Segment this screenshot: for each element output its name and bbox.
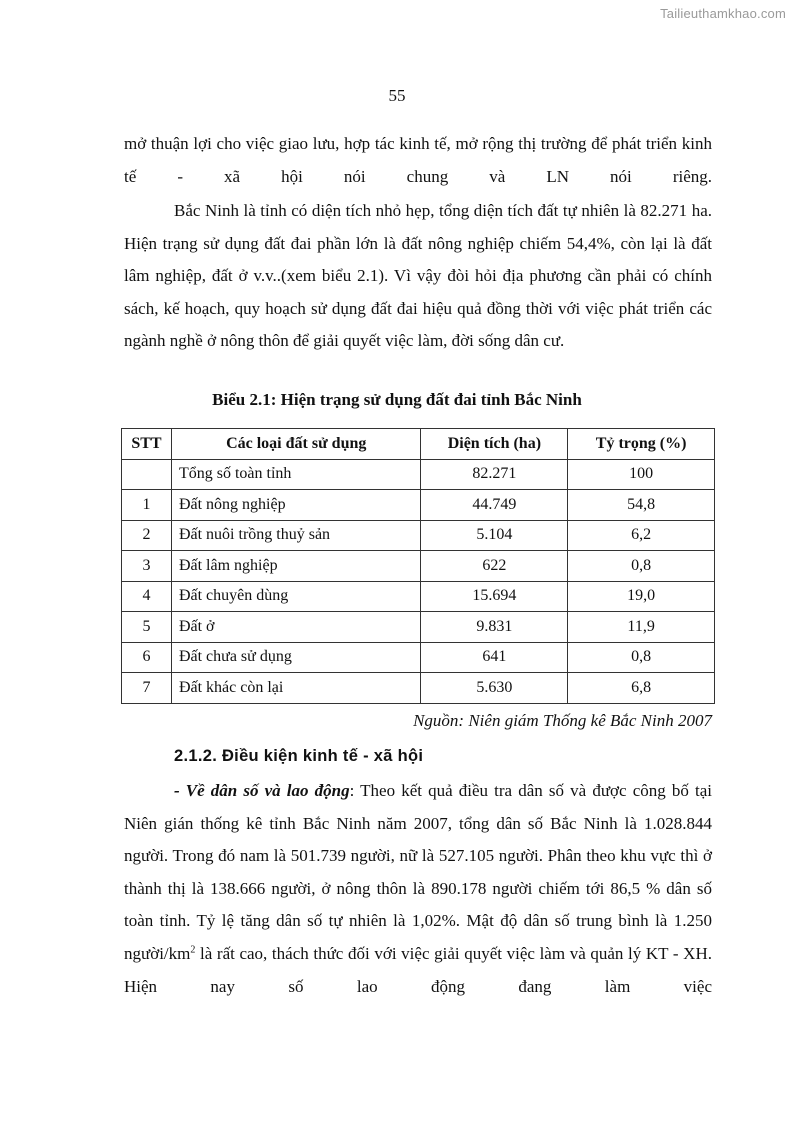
table-row <box>122 459 715 490</box>
column-header-stt: STT <box>122 429 172 460</box>
cell-area: 5.104 <box>421 520 568 551</box>
cell-area: 641 <box>421 642 568 673</box>
cell-area: 82.271 <box>421 459 568 490</box>
cell-stt: 7 <box>122 673 172 704</box>
cell-share: 100 <box>568 459 715 490</box>
cell-stt: 4 <box>122 581 172 612</box>
table-caption: Biểu 2.1: Hiện trạng sử dụng đất đai tỉnh Bắc Ninh <box>212 390 582 409</box>
paragraph-continuation <box>124 128 712 193</box>
table-row <box>122 581 715 612</box>
table-row <box>122 642 715 673</box>
superscript-exponent: 2 <box>190 944 196 956</box>
cell-share: 54,8 <box>568 490 715 521</box>
cell-land-type: Đất chưa sử dụng <box>171 642 421 673</box>
cell-share: 11,9 <box>568 612 715 643</box>
cell-area: 15.694 <box>421 581 568 612</box>
paragraph-topic-label: - Về dân số và lao động <box>174 781 350 800</box>
cell-share: 19,0 <box>568 581 715 612</box>
table-header-row <box>122 429 715 460</box>
table-row <box>122 490 715 521</box>
cell-share: 6,2 <box>568 520 715 551</box>
paragraph-population <box>124 775 712 1003</box>
cell-stt: 2 <box>122 520 172 551</box>
cell-share: 0,8 <box>568 642 715 673</box>
cell-stt: 6 <box>122 642 172 673</box>
cell-share: 6,8 <box>568 673 715 704</box>
cell-stt <box>122 459 172 490</box>
column-header-area: Diện tích (ha) <box>421 429 568 460</box>
paragraph-text: Bắc Ninh là tỉnh có diện tích nhỏ hẹp, tổng diện tích đất tự nhiên là 82.271 ha. Hiện trạng sử dụng đất đai phần lớn là đất nông nghiệp chiếm 54,4%, còn lại là đất lâm nghiệp, đất ở v.v..(xem biểu 2.1). Vì vậy đòi hỏi địa phương cần phải có chính sách, kế hoạch, quy hoạch sử dụng đất đai hiệu quả đồng thời với việc phát triển các ngành nghề ở nông thôn để giải quyết việc làm, đời sống dân cư. <box>124 201 712 351</box>
cell-land-type: Đất nuôi trồng thuỷ sản <box>171 520 421 551</box>
cell-land-type: Tổng số toàn tỉnh <box>171 459 421 490</box>
cell-stt: 1 <box>122 490 172 521</box>
cell-area: 9.831 <box>421 612 568 643</box>
paragraph-land-overview <box>124 195 712 358</box>
column-header-share: Tỷ trọng (%) <box>568 429 715 460</box>
paragraph-text: : Theo kết quả điều tra dân số và được công bố tại Niên gián thống kê tỉnh Bắc Ninh năm 2007, tổng dân số Bắc Ninh là 1.028.844 người. Trong đó nam là 501.739 người, nữ là 527.105 người. Phân theo khu vực thì ở thành thị là 138.666 người, ở nông thôn là 890.178 người chiếm tới 86,5 % dân số toàn tỉnh. Tỷ lệ tăng dân số tự nhiên là 1,02%. Mật độ dân số trung bình là 1.250 người/km <box>124 781 712 963</box>
table-source-note: Nguồn: Niên giám Thống kê Bắc Ninh 2007 <box>413 711 712 730</box>
cell-stt: 5 <box>122 612 172 643</box>
cell-area: 44.749 <box>421 490 568 521</box>
cell-land-type: Đất lâm nghiệp <box>171 551 421 582</box>
section-heading: 2.1.2. Điều kiện kinh tế - xã hội <box>174 747 424 765</box>
cell-land-type: Đất chuyên dùng <box>171 581 421 612</box>
cell-area: 5.630 <box>421 673 568 704</box>
cell-stt: 3 <box>122 551 172 582</box>
cell-area: 622 <box>421 551 568 582</box>
watermark-text: Tailieuthamkhao.com <box>660 6 786 21</box>
table-row <box>122 520 715 551</box>
cell-land-type: Đất ở <box>171 612 421 643</box>
paragraph-text: mở thuận lợi cho việc giao lưu, hợp tác kinh tế, mở rộng thị trường để phát triển kinh tế - xã hội nói chung và LN nói riêng. <box>124 134 712 186</box>
column-header-land-type: Các loại đất sử dụng <box>171 429 421 460</box>
cell-land-type: Đất khác còn lại <box>171 673 421 704</box>
cell-land-type: Đất nông nghiệp <box>171 490 421 521</box>
land-use-table <box>121 428 715 704</box>
table-row <box>122 612 715 643</box>
cell-share: 0,8 <box>568 551 715 582</box>
page-number: 55 <box>388 86 406 105</box>
paragraph-text-continued: là rất cao, thách thức đối với việc giải quyết việc làm và quản lý KT - XH. Hiện nay số lao động đang làm việc <box>124 943 712 996</box>
table-row <box>122 551 715 582</box>
table-row <box>122 673 715 704</box>
